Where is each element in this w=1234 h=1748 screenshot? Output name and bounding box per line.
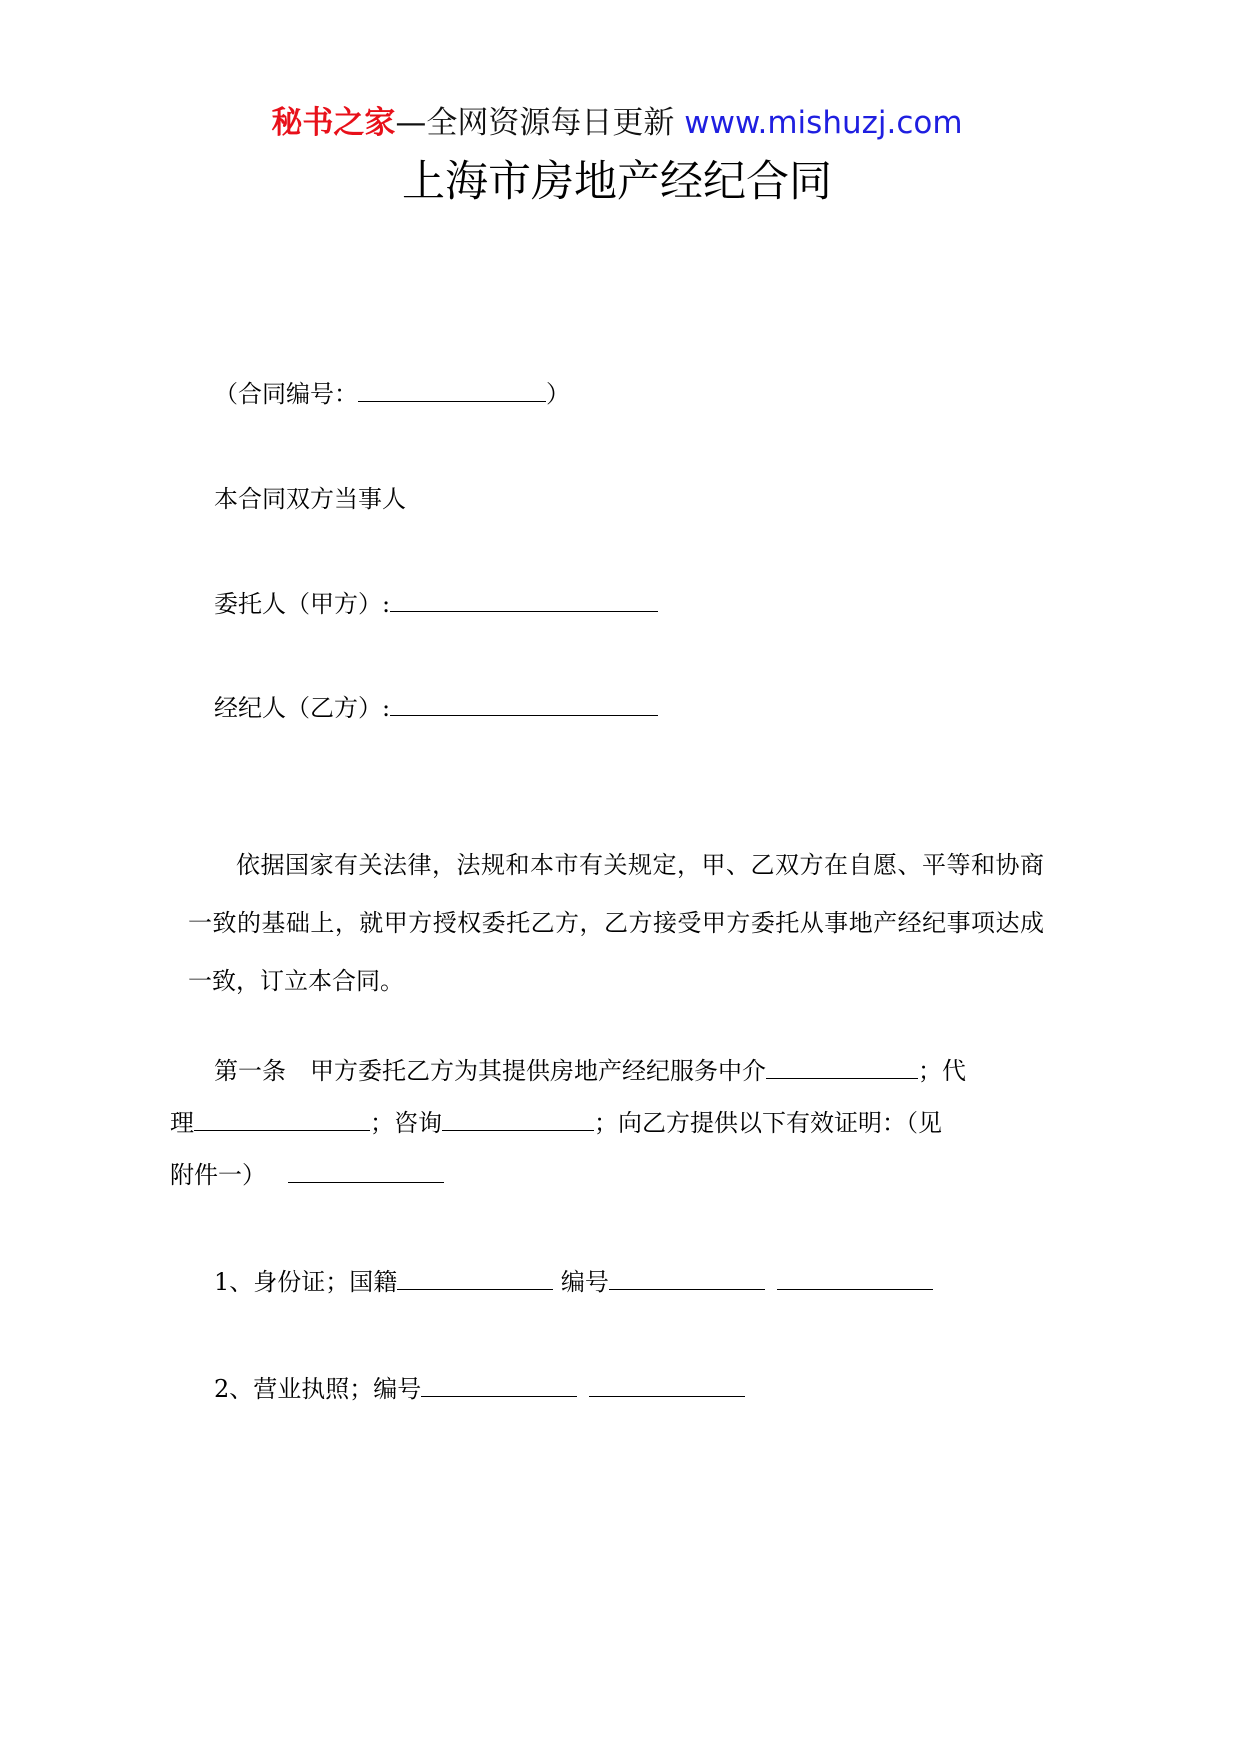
id-number-extra-field[interactable] bbox=[777, 1267, 933, 1290]
agency-label: 理 bbox=[170, 1109, 194, 1137]
site-banner bbox=[0, 103, 1234, 143]
document-title: 上海市房地产经纪合同 bbox=[402, 157, 832, 207]
party-b-field[interactable] bbox=[390, 693, 658, 716]
article1-text: 第一条 甲方委托乙方为其提供房地产经纪服务中介 bbox=[214, 1057, 766, 1085]
intermediary-field[interactable] bbox=[766, 1056, 918, 1079]
annex-label: 附件一） bbox=[170, 1161, 266, 1189]
item1-id-card-line bbox=[214, 1266, 933, 1298]
party-a-label: 委托人（甲方）: bbox=[214, 590, 391, 618]
article1-line2 bbox=[170, 1107, 942, 1139]
party-a-field[interactable] bbox=[390, 589, 658, 612]
consult-field[interactable] bbox=[442, 1108, 594, 1131]
article1-line1 bbox=[214, 1055, 966, 1087]
license-number-extra-field[interactable] bbox=[589, 1374, 745, 1397]
banner-tagline: —全网资源每日更新 bbox=[395, 105, 675, 141]
article1-line3 bbox=[170, 1159, 444, 1191]
annex-field[interactable] bbox=[288, 1160, 444, 1183]
contract-number-field[interactable] bbox=[358, 379, 546, 402]
party-b-line bbox=[214, 692, 658, 724]
item2-label: 2、营业执照；编号 bbox=[214, 1375, 422, 1403]
documents-label: ；向乙方提供以下有效证明：（见 bbox=[594, 1109, 942, 1137]
party-b-label: 经纪人（乙方）: bbox=[214, 694, 391, 722]
article1-agency-label: ；代 bbox=[918, 1057, 966, 1085]
brand-name: 秘书之家 bbox=[271, 105, 396, 141]
consult-label: ；咨询 bbox=[370, 1109, 442, 1137]
item2-license-line bbox=[214, 1373, 745, 1405]
agency-field[interactable] bbox=[194, 1108, 370, 1131]
site-url-link[interactable]: www.mishuzj.com bbox=[684, 105, 963, 141]
item1-label: 1、身份证；国籍 bbox=[214, 1268, 398, 1296]
id-number-field[interactable] bbox=[609, 1267, 765, 1290]
contract-number-line bbox=[214, 378, 570, 410]
parties-heading: 本合同双方当事人 bbox=[214, 485, 406, 513]
item1-number-label: 编号 bbox=[560, 1268, 609, 1296]
preamble-paragraph: 依据国家有关法律，法规和本市有关规定，甲、乙双方在自愿、平等和协商一致的基础上，就甲方授权委托乙方，乙方接受甲方委托从事地产经纪事项达成一致，订立本合同。 bbox=[188, 851, 1044, 995]
party-a-line bbox=[214, 588, 658, 620]
license-number-field[interactable] bbox=[421, 1374, 577, 1397]
contract-number-label: （合同编号： bbox=[214, 380, 358, 408]
nationality-field[interactable] bbox=[397, 1267, 553, 1290]
contract-number-suffix: ） bbox=[546, 380, 570, 408]
